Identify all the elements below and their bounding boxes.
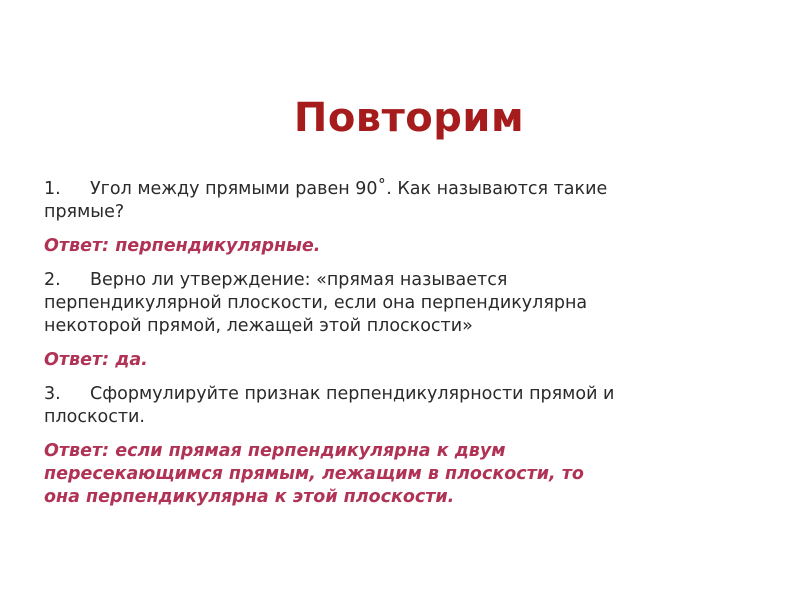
question-2-number: 2. bbox=[44, 270, 61, 290]
slide-title: Повторим bbox=[293, 95, 525, 141]
answer-3-line-3: она перпендикулярна к этой плоскости. bbox=[44, 487, 455, 507]
answer-3-line-1: Ответ: если прямая перпендикулярна к двум bbox=[44, 441, 506, 461]
answer-1 bbox=[44, 235, 764, 258]
answer-1-line-1: Ответ: перпендикулярные. bbox=[44, 236, 321, 256]
answer-3 bbox=[44, 440, 764, 509]
answer-2-line-1: Ответ: да. bbox=[44, 350, 148, 370]
question-1 bbox=[44, 178, 764, 224]
slide-content bbox=[44, 178, 764, 520]
question-3 bbox=[44, 383, 764, 429]
question-1-line-1: Угол между прямыми равен 90˚. Как называются такие bbox=[90, 179, 608, 199]
question-2-line-2: перпендикулярной плоскости, если она перпендикулярна bbox=[44, 293, 588, 313]
question-2 bbox=[44, 269, 764, 338]
answer-3-line-2: пересекающимся прямым, лежащим в плоскости, то bbox=[44, 464, 584, 484]
question-3-number: 3. bbox=[44, 384, 61, 404]
answer-2 bbox=[44, 349, 764, 372]
question-2-line-3: некоторой прямой, лежащей этой плоскости» bbox=[44, 316, 473, 336]
question-3-line-1: Сформулируйте признак перпендикулярности прямой и bbox=[90, 384, 615, 404]
question-1-number: 1. bbox=[44, 179, 61, 199]
question-3-line-2: плоскости. bbox=[44, 407, 145, 427]
question-1-line-2: прямые? bbox=[44, 202, 125, 222]
question-2-line-1: Верно ли утверждение: «прямая называется bbox=[90, 270, 508, 290]
